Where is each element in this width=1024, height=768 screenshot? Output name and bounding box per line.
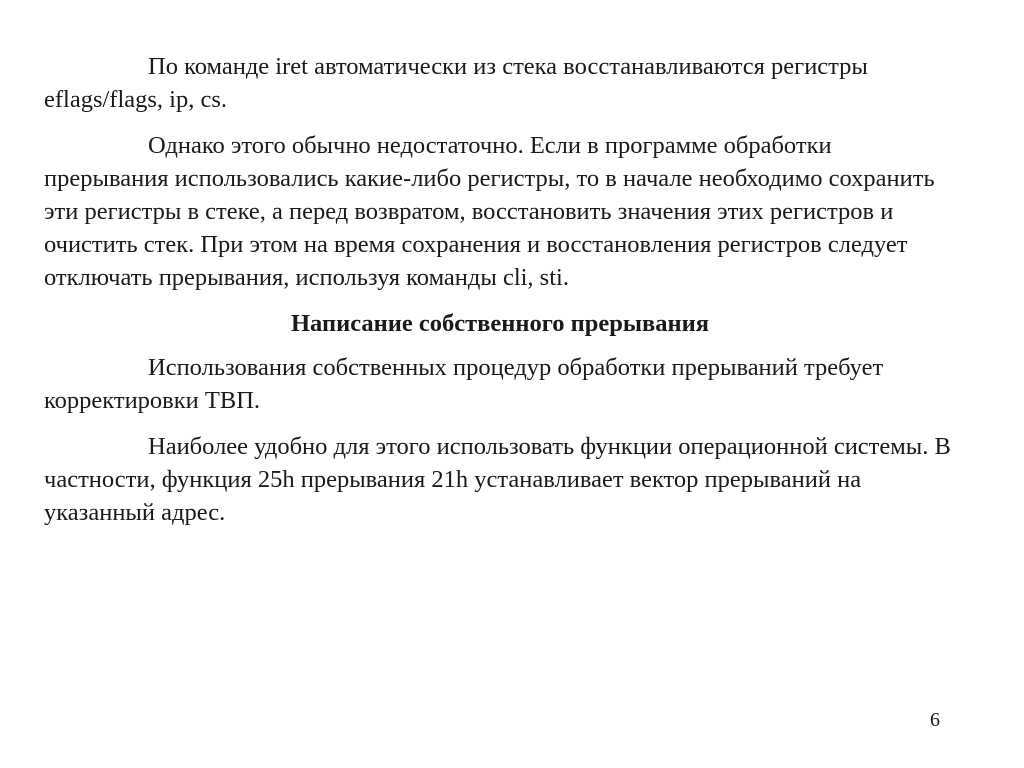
slide-content	[44, 50, 956, 542]
paragraph-iret: По команде iret автоматически из стека восстанавливаются регистры eflags/flags, ip, cs.	[44, 53, 868, 113]
paragraph-os-functions: Наиболее удобно для этого использовать функции операционной системы. В частности, функция 25h прерывания 21h устанавливает вектор прерываний на указанный адрес.	[44, 433, 951, 526]
paragraph-save-registers: Однако этого обычно недостаточно. Если в программе обработки прерывания использовались какие-либо регистры, то в начале необходимо сохранить эти регистры в стеке, а перед возвратом, восстановить значения этих регистров и очистить стек. При этом на время сохранения и восстановления регистров следует отключать прерывания, используя команды cli, sti.	[44, 132, 935, 291]
section-heading: Написание собственного прерывания	[291, 310, 709, 337]
page-number: 6	[930, 709, 940, 731]
paragraph-custom-procedures: Использования собственных процедур обработки прерываний требует корректировки ТВП.	[44, 354, 884, 414]
